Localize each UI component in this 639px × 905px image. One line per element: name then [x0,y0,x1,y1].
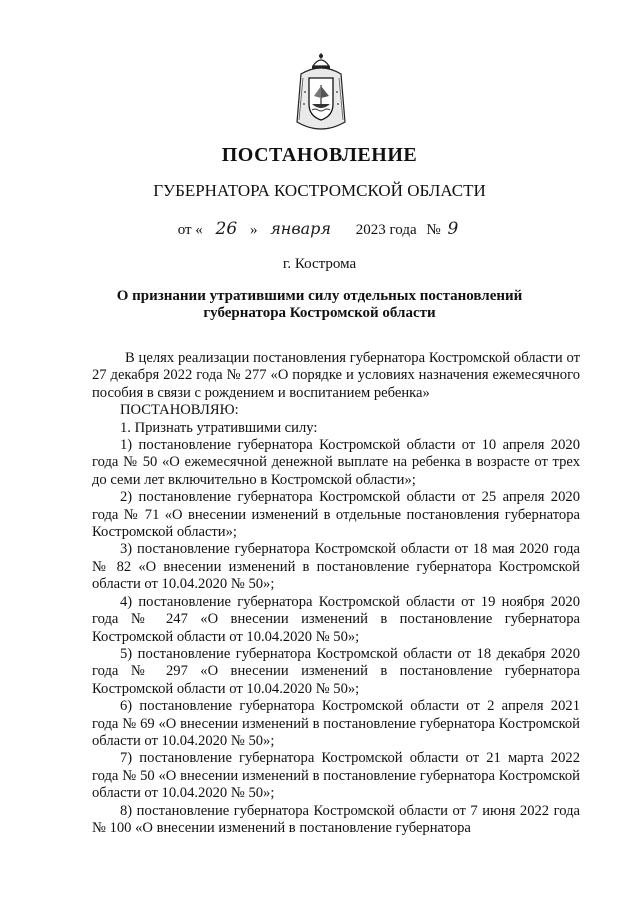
document-title-line1: О признании утратившими силу отдельных постановлений [116,288,523,304]
date-prefix: от « [177,222,203,238]
city: г. Кострома [282,256,357,272]
document-title-line2: губернатора Костромской области [203,305,436,321]
document-type: ПОСТАНОВЛЕНИЕ [221,144,418,166]
document-body [92,350,580,837]
list-item: 2) постановление губернатора Костромской области от 25 апреля 2020 года № 71 «О внесении изменений в отдельные постановления губернатора Костромской области»; [92,489,580,541]
issuing-authority: ГУБЕРНАТОРА КОСТРОМСКОЙ ОБЛАСТИ [153,181,486,200]
date-mid: » [249,222,258,238]
list-item: 4) постановление губернатора Костромской области от 19 ноября 2020 года № 247 «О внесении изменений в постановление губернатора Костромской области от 10.04.2020 № 50»; [92,593,580,645]
decree-word: ПОСТАНОВЛЯЮ: [120,402,239,419]
list-item: 5) постановление губернатора Костромской области от 18 декабря 2020 года № 297 «О внесении изменений в постановление губернатора Костромской области от 10.04.2020 № 50»; [92,645,580,697]
date-month: января [270,219,332,238]
list-item: 8) постановление губернатора Костромской области от 7 июня 2022 года № 100 «О внесении изменений в постановление губернатора [92,802,580,836]
clause-1: 1. Признать утратившими силу: [120,419,318,436]
document-number: 9 [447,219,459,239]
preamble-paragraph: В целях реализации постановления губернатора Костромской области от 27 декабря 2022 года № 277 «О порядке и условиях назначения ежемесячного пособия в связи с рождением и воспитанием ребенка» [92,350,580,401]
list-item: 7) постановление губернатора Костромской области от 21 марта 2022 года № 50 «О внесении изменений в постановление губернатора Костромской области от 10.04.2020 № 50»; [92,750,580,802]
list-item: 1) постановление губернатора Костромской области от 10 апреля 2020 года № 50 «О ежемесячной денежной выплате на ребенка в возрасте от трех до семи лет включительно в Костромской области»; [92,437,580,488]
list-item: 6) постановление губернатора Костромской области от 2 апреля 2021 года № 69 «О внесении изменений в постановление губернатора Костромской области от 10.04.2020 № 50»; [92,698,580,749]
number-label: № [426,222,441,238]
date-day: 26 [215,219,238,239]
date-line [0,219,639,239]
list-item: 3) постановление губернатора Костромской области от 18 мая 2020 года № 82 «О внесении изменений в постановление губернатора Костромской области от 10.04.2020 № 50»; [92,541,580,593]
date-year: 2023 года [355,222,417,238]
coat-of-arms-icon [293,52,349,136]
